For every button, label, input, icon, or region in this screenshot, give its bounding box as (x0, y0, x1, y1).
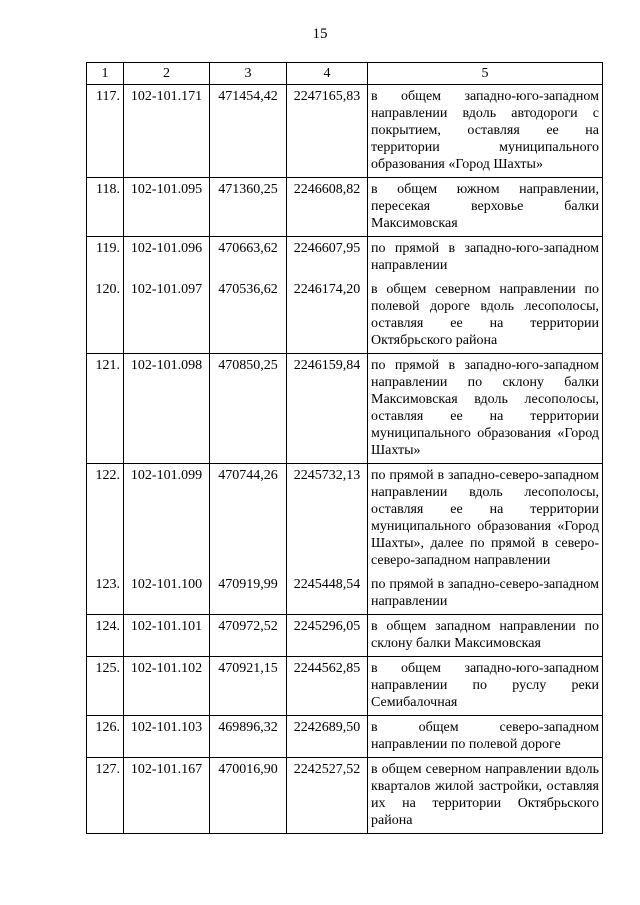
row-number: 119. (87, 237, 124, 279)
table-row (87, 657, 603, 716)
coordinate-x: 471454,42 (210, 85, 287, 178)
boundary-description: в общем западно-юго-западном направлении вдоль автодороги с покрытием, оставляя ее на территории муниципального образования «Город Шахты» (368, 85, 603, 178)
column-header-5: 5 (368, 63, 603, 85)
point-code: 102-101.171 (124, 85, 210, 178)
point-code: 102-101.167 (124, 758, 210, 834)
coordinate-x: 470744,26 (210, 464, 287, 574)
point-code: 102-101.099 (124, 464, 210, 574)
boundary-description: по прямой в западно-северо-западном направлении (368, 573, 603, 615)
point-code: 102-101.097 (124, 278, 210, 354)
column-header-3: 3 (210, 63, 287, 85)
table-header-row (87, 63, 603, 85)
coordinate-x: 470919,99 (210, 573, 287, 615)
table-row (87, 237, 603, 279)
boundary-description: в общем северо-западном направлении по полевой дороге (368, 716, 603, 758)
boundary-description: в общем северном направлении вдоль кварталов жилой застройки, оставляя их на территории Октябрьского района (368, 758, 603, 834)
coordinate-y: 2246607,95 (287, 237, 368, 279)
coordinate-y: 2242689,50 (287, 716, 368, 758)
boundary-description: по прямой в западно-юго-западном направлении по склону балки Максимовская вдоль лесополосы, оставляя ее на территории муниципального образования «Город Шахты» (368, 354, 603, 464)
row-number: 124. (87, 615, 124, 657)
row-number: 127. (87, 758, 124, 834)
row-number: 125. (87, 657, 124, 716)
boundary-description: по прямой в западно-северо-западном направлении вдоль лесополосы, оставляя ее на территории муниципального образования «Город Шахты», далее по прямой в северо-северо-западном направлении (368, 464, 603, 574)
point-code: 102-101.100 (124, 573, 210, 615)
row-number: 122. (87, 464, 124, 574)
row-number: 120. (87, 278, 124, 354)
coordinate-y: 2245296,05 (287, 615, 368, 657)
point-code: 102-101.101 (124, 615, 210, 657)
table-row (87, 716, 603, 758)
column-header-4: 4 (287, 63, 368, 85)
table-row (87, 758, 603, 834)
coordinate-y: 2246608,82 (287, 178, 368, 237)
point-code: 102-101.098 (124, 354, 210, 464)
coordinate-y: 2247165,83 (287, 85, 368, 178)
table-row (87, 178, 603, 237)
coordinate-y: 2244562,85 (287, 657, 368, 716)
row-number: 118. (87, 178, 124, 237)
point-code: 102-101.103 (124, 716, 210, 758)
coordinate-x: 470972,52 (210, 615, 287, 657)
coordinate-x: 470921,15 (210, 657, 287, 716)
coordinate-x: 470536,62 (210, 278, 287, 354)
boundary-description: в общем северном направлении по полевой дороге вдоль лесополосы, оставляя ее на территории Октябрьского района (368, 278, 603, 354)
table-row (87, 85, 603, 178)
table-row (87, 464, 603, 574)
column-header-2: 2 (124, 63, 210, 85)
row-number: 126. (87, 716, 124, 758)
coordinate-x: 471360,25 (210, 178, 287, 237)
boundary-description: по прямой в западно-юго-западном направлении (368, 237, 603, 279)
coordinate-y: 2245732,13 (287, 464, 368, 574)
row-number: 121. (87, 354, 124, 464)
table-row (87, 573, 603, 615)
column-header-1: 1 (87, 63, 124, 85)
point-code: 102-101.096 (124, 237, 210, 279)
coordinate-x: 469896,32 (210, 716, 287, 758)
row-number: 117. (87, 85, 124, 178)
row-number: 123. (87, 573, 124, 615)
coordinate-y: 2245448,54 (287, 573, 368, 615)
boundary-description: в общем южном направлении, пересекая верховье балки Максимовская (368, 178, 603, 237)
coordinate-x: 470850,25 (210, 354, 287, 464)
coordinate-y: 2246159,84 (287, 354, 368, 464)
table-row (87, 615, 603, 657)
boundary-description: в общем западно-юго-западном направлении по руслу реки Семибалочная (368, 657, 603, 716)
boundary-points-table (86, 62, 603, 834)
table-row (87, 278, 603, 354)
page-number: 15 (312, 26, 328, 42)
coordinate-y: 2242527,52 (287, 758, 368, 834)
table-row (87, 354, 603, 464)
coordinate-y: 2246174,20 (287, 278, 368, 354)
coordinate-x: 470663,62 (210, 237, 287, 279)
coordinate-x: 470016,90 (210, 758, 287, 834)
point-code: 102-101.095 (124, 178, 210, 237)
point-code: 102-101.102 (124, 657, 210, 716)
boundary-description: в общем западном направлении по склону балки Максимовская (368, 615, 603, 657)
